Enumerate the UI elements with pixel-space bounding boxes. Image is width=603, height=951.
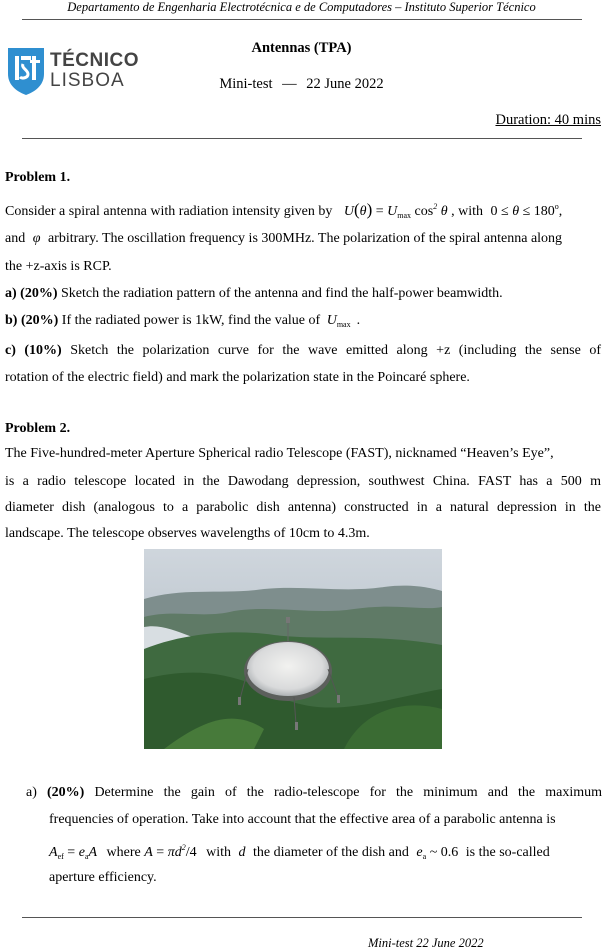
footer-text: Mini-test 22 June 2022 (368, 936, 484, 950)
p2-e: e (78, 845, 85, 860)
p2-eq2: = (152, 845, 168, 860)
p1-b-max: max (336, 320, 351, 329)
p1-b-label: b) (20%) (5, 313, 59, 328)
p1-range (491, 204, 559, 219)
header-rule (22, 19, 582, 20)
p2-e2: e (416, 845, 423, 860)
p2-a-pct: (20%) (47, 785, 85, 800)
problem2-line1: The Five-hundred-meter Aperture Spherical radio Telescope (FAST), nicknamed “Heaven’s Eye”, (5, 446, 554, 461)
p1-b-text: If the radiated power is 1kW, find the value of (61, 313, 321, 328)
p2-ef-formula (49, 845, 97, 860)
exam-subtitle (0, 76, 603, 93)
p1-range-theta: θ (512, 204, 520, 219)
exam-duration: Duration: 40 mins (495, 112, 601, 128)
p2-end: is the so-called (465, 845, 550, 860)
p2-d2: d (238, 845, 246, 860)
p2-a-sub: a (84, 852, 89, 861)
problem1-line1 (5, 194, 601, 229)
exam-dash: — (282, 76, 297, 92)
problem1-title: Problem 1. (5, 170, 71, 185)
problem1-part-a (5, 281, 503, 307)
p1-theta: θ (359, 204, 367, 219)
logo-line2: LISBOA (50, 70, 125, 91)
problem2-title: Problem 2. (5, 421, 71, 436)
p1-sq: 2 (433, 202, 438, 211)
p1-line1-mid: , with (451, 204, 483, 219)
title-rule (22, 138, 582, 139)
p2-eq: = (63, 845, 79, 860)
problem1-part-c-line2: rotation of the electric field) and mark the polarization state in the Poincaré sphere. (5, 370, 470, 385)
p1-eq: = (372, 204, 388, 219)
p2-a-label: a) (26, 785, 37, 800)
p2-area-formula (144, 845, 196, 860)
p2-A3: A (144, 845, 153, 860)
p1-Umax: U (387, 204, 398, 219)
problem1-line3: the +z-axis is RCP. (5, 259, 112, 274)
p1-cos: cos (411, 204, 434, 219)
p1-U: U (343, 204, 354, 219)
course-title: Antennas (TPA) (251, 40, 352, 56)
problem2-line4: landscape. The telescope observes wavelengths of 10cm to 4.3m. (5, 526, 370, 541)
p2-where: where (106, 845, 141, 860)
footer-rule (22, 917, 582, 918)
p2-a-line1: Determine the gain of the radio-telescope for the minimum and the maximum (94, 785, 603, 800)
p1-a-text: Sketch the radiation pattern of the antenna and find the half-power beamwidth. (61, 286, 503, 301)
p2-div: /4 (185, 845, 197, 860)
problem1-line2 (5, 226, 601, 252)
p1-line2-pre: and (5, 231, 26, 246)
p1-range-deg: o (554, 202, 559, 211)
exam-date: 22 June 2022 (306, 76, 384, 92)
problem1-part-b (5, 308, 360, 338)
p1-line1-end: , (558, 204, 563, 219)
p1-line2-rest: arbitrary. The oscillation frequency is 300MHz. The polarization of the spiral antenna along (47, 231, 563, 246)
p2-pi: π (167, 845, 175, 860)
p1-intensity-formula: $U(\theta) = U_{max}$ $\cos^2 \theta$ (343, 200, 448, 220)
problem2-line2: is a radio telescope located in the Dawodang depression, southwest China. FAST has a 500 m (5, 474, 601, 489)
p2-mid: the diameter of the dish and (253, 845, 409, 860)
p2-d: d (174, 845, 182, 860)
p2-a2: a (422, 852, 427, 861)
problem2-line3: diameter dish (analogous to a parabolic dish antenna) constructed in a natural depression in the (5, 500, 601, 515)
problem2-part-a-line1 (26, 780, 602, 806)
p2-sq: 2 (181, 843, 186, 852)
p1-b-U: U (326, 313, 337, 328)
header-institution: Departamento de Engenharia Electrotécnica e de Computadores – Instituto Superior Técnico (67, 0, 536, 14)
p1-a-label: a) (20%) (5, 286, 58, 301)
p2-with: with (206, 845, 231, 860)
p1-c-label: c) (10%) (5, 343, 62, 358)
p1-phi: φ (32, 231, 41, 246)
p1-theta2: θ (437, 204, 448, 219)
p2-A: A (49, 845, 58, 860)
p2-A2: A (88, 845, 98, 860)
p1-range-hi: ≤ 180 (519, 204, 555, 219)
p1-max-sub: max (397, 211, 412, 220)
p1-range-lo: 0 ≤ (490, 204, 513, 219)
fast-telescope-photo (144, 549, 442, 749)
problem2-part-a-line4: aperture efficiency. (49, 870, 157, 885)
p1-b-end: . (356, 313, 361, 328)
problem2-part-a-line2: frequencies of operation. Take into account that the effective area of a parabolic antenna is (49, 812, 556, 827)
problem1-part-c-line1 (5, 338, 601, 364)
logo-line1: TÉCNICO (50, 50, 139, 71)
p2-ef: ef (57, 852, 64, 861)
exam-name: Mini-test (219, 76, 273, 92)
p1-line1-prefix: Consider a spiral antenna with radiation intensity given by (5, 204, 333, 219)
p1-c-text1: Sketch the polarization curve for the wave emitted along +z (including the sense of (70, 343, 602, 358)
p2-tilde: ~ 0.6 (426, 845, 459, 860)
